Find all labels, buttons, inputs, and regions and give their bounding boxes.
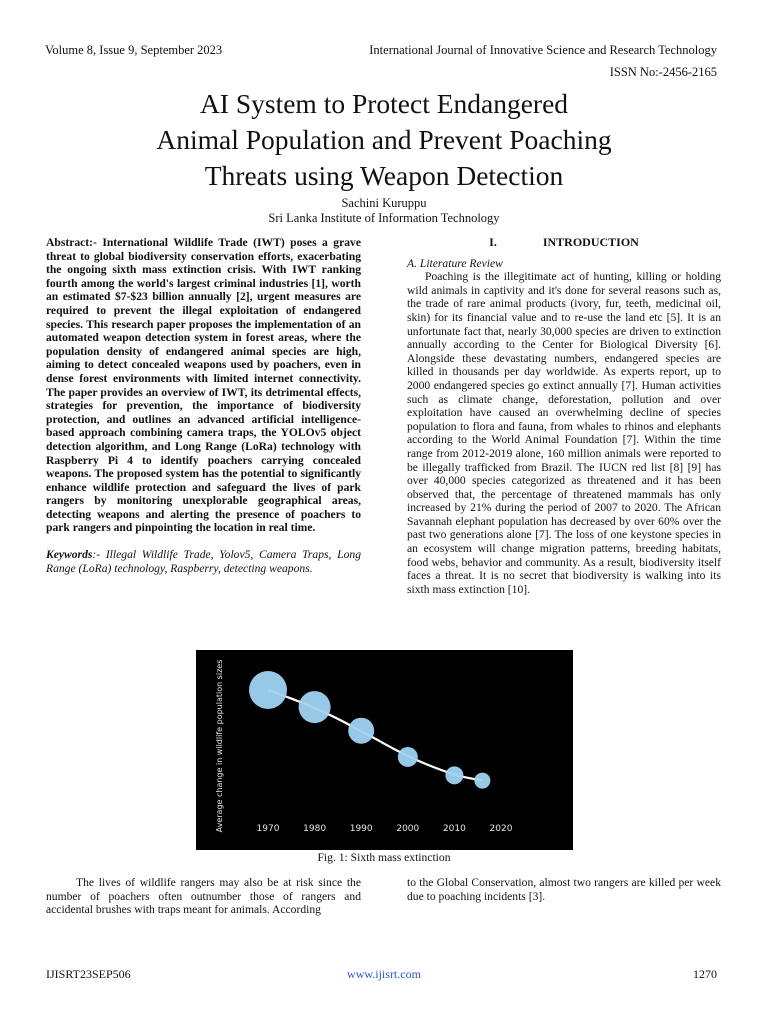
left-column	[46, 236, 361, 575]
x-tick-label: 2010	[442, 824, 466, 834]
x-tick-label: 2000	[396, 824, 420, 834]
page-number: 1270	[693, 967, 717, 981]
right-column	[407, 236, 721, 596]
journal-name: International Journal of Innovative Science and Research Technology	[369, 43, 717, 57]
x-tick-label: 1990	[349, 824, 373, 834]
data-point	[398, 747, 418, 767]
bottom-left-paragraph: The lives of wildlife rangers may also be at risk since the number of poachers often outnumber those of rangers and accidental brushes with traps meant for animals. According	[46, 876, 361, 917]
extinction-chart	[196, 650, 573, 850]
data-point	[348, 718, 374, 744]
section-heading	[407, 236, 721, 250]
introduction-paragraph: Poaching is the illegitimate act of hunting, killing or holding wild animals in captivity and it's done for several reasons such as, the trade of rare animal products (ivory, fur, teeth, medicinal oil, skin) for its financial value and to re-use the land etc [5]. It is an unfortunate fact that, nearly 30,000 species are driven to extinction annually according to the Center for Biological Diversity [6]. Alongside these devastating numbers, endangered species are killed in thousands per day worldwide. As experts report, up to 2000 endangered species go extinct annually [7]. Human activities such as climate change, deforestation, pollution and over exploitation have caused an overwhelming decline of species population to flora and fauna, from whales to rhinos and elephants according to the World Animal Foundation [7]. Within the time range from 2012-2019 alone, 160 million animals were reported to be illegally trafficked from Brazil. The IUCN red list [8] [9] has over 40,000 species categorized as threatened and it has been observed that, the percentage of threatened mammals has only increased by 21% during the period of 2007 to 2020. The African Savannah elephant population has decreased by over 60% over the past two generations alone [7]. The loss of one keystone species in an ecosystem will change migration patterns, breeding habitats, food webs, behavior and community. As a result, biodiversity itself faces a threat. It is no secret that biodiversity is walking into its sixth mass extinction [10].	[407, 270, 721, 596]
abstract: Abstract:- International Wildlife Trade (IWT) poses a grave threat to global biodiversity conservation efforts, exacerbating the ongoing sixth mass extinction crisis. With IWT ranking fourth among the world's largest criminal industries [1], worth an estimated $7-$23 billion annually [2], urgent measures are required to prevent the illegal exploitation of endangered species. This research paper proposes the implementation of an automated weapon detection system in forest areas, where the population density of endangered animal species are high, aiming to detect concealed weapons used by poachers, even in dense forest environments with limited internet connectivity. The paper provides an overview of IWT, its detrimental effects, strategies for prevention, the importance of biodiversity protection, and outlines an advanced artificial intelligence-based approach combining camera traps, the YOLOv5 object detection algorithm, and Long Range (LoRa) technology with Raspberry Pi 4 to identify poachers carrying concealed weapons. The proposed system has the potential to significantly enhance wildlife protection and safeguard the lives of park rangers by monitoring unexplorable geographical areas, detecting weapons and alerting the presence of poachers to park rangers and pinpointing the location in real time.	[46, 236, 361, 535]
y-axis-label: Average change in wildlife population sizes	[215, 659, 224, 833]
subsection-heading: A. Literature Review	[407, 256, 503, 270]
data-point	[445, 766, 463, 784]
title-line: AI System to Protect Endangered	[199, 88, 569, 119]
keywords-label: Keywords	[46, 548, 93, 562]
issn: ISSN No:-2456-2165	[609, 65, 717, 79]
x-tick-label: 1970	[256, 824, 280, 834]
title-line: Threats using Weapon Detection	[204, 160, 564, 191]
journal-url[interactable]: www.ijisrt.com	[347, 967, 421, 981]
title-line: Animal Population and Prevent Poaching	[156, 124, 612, 155]
paper-id: IJISRT23SEP506	[46, 967, 131, 981]
bottom-right-paragraph: to the Global Conservation, almost two rangers are killed per week due to poaching incidents [3].	[407, 876, 721, 903]
x-tick-label: 1980	[303, 824, 327, 834]
keywords	[46, 548, 361, 575]
section-title: INTRODUCTION	[542, 235, 639, 249]
section-number: I.	[489, 235, 497, 249]
chart-svg	[196, 650, 573, 850]
author-affiliation: Sri Lanka Institute of Information Technology	[268, 211, 500, 225]
author-name: Sachini Kuruppu	[341, 196, 427, 210]
figure-caption: Fig. 1: Sixth mass extinction	[317, 851, 451, 864]
paper-title	[80, 86, 688, 194]
x-tick-label: 2020	[489, 824, 513, 834]
data-point	[299, 691, 331, 723]
data-point	[474, 773, 490, 789]
keywords-text: :- Illegal Wildlife Trade, Yolov5, Camera Traps, Long Range (LoRa) technology, Raspberry, detecting weapons.	[46, 548, 361, 575]
volume-info: Volume 8, Issue 9, September 2023	[45, 43, 223, 57]
data-point	[249, 671, 287, 709]
